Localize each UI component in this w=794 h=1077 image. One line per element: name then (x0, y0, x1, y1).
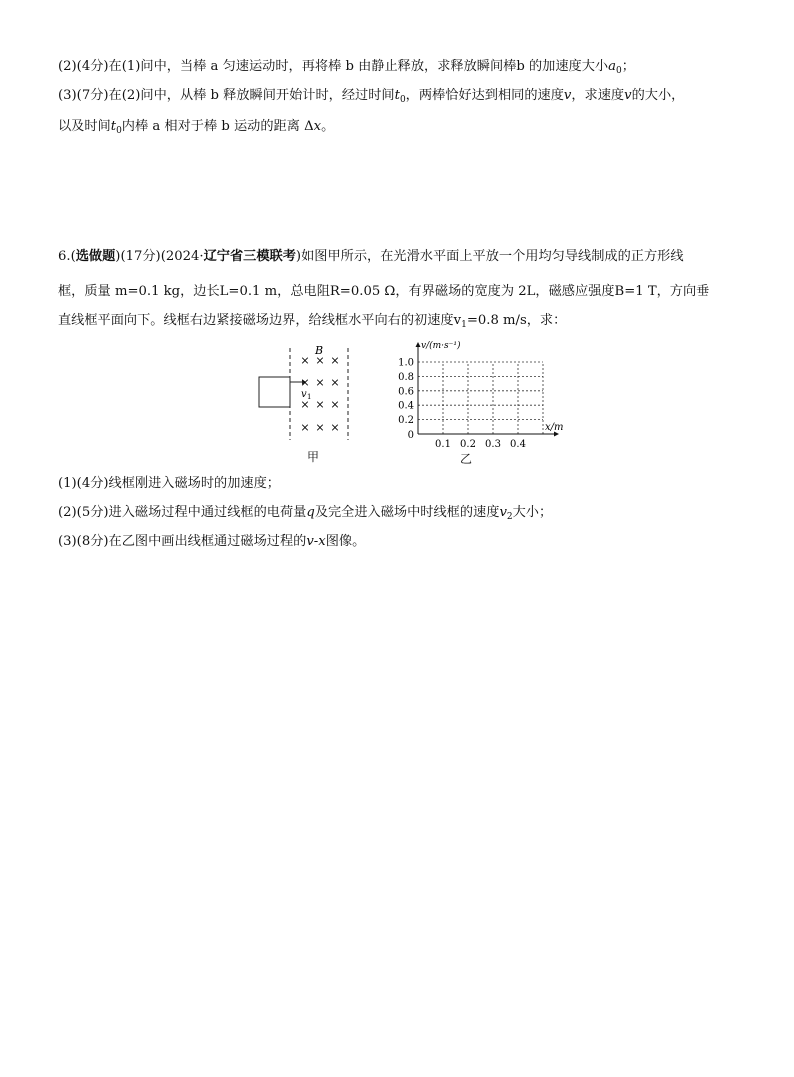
q3-v: v (563, 88, 572, 103)
q6-line3-a: 直线框平面向下。线框右边紧接磁场边界，给线框水平向右的初速度v (58, 313, 462, 328)
q6-sub2-vsub: 2 (506, 512, 513, 522)
x-tick-label: 0.3 (485, 439, 501, 450)
q6-sub3-vx: v-x (306, 534, 326, 549)
q3-text-b: ，两棒恰好达到相同的速度 (405, 88, 564, 103)
q2-text: (2)(4分)在(1)问中，当棒 a 匀速运动时，再将棒 b 由静止释放，求释放瞬间棒b 的加速度大小 (58, 59, 609, 74)
q6-sub2-c: 大小； (512, 505, 553, 520)
field-cross: × (330, 376, 340, 389)
q3-t: t (394, 88, 400, 103)
q3-text-d: 的大小， (631, 88, 685, 103)
velocity-label: v (301, 389, 307, 400)
figure-jia (250, 340, 360, 464)
q3-line2-c: 。 (321, 119, 335, 134)
field-cross: × (315, 376, 325, 389)
y-axis-label: v/(m·s⁻¹) (421, 341, 461, 351)
question-3-line-2 (58, 117, 334, 141)
q6-tag: 选做题 (75, 249, 116, 264)
q3-line2-t-sub: 0 (116, 126, 122, 136)
question-6-line-2: 框，质量 m=0.1 kg，边长L=0.1 m，总电阻R=0.05 Ω，有界磁场的宽度为 2L，磁感应强度B=1 T，方向垂 (58, 284, 710, 299)
q6-sub1: (1)(4分)线框刚进入磁场时的加速度； (58, 476, 280, 491)
field-cross: × (300, 376, 310, 389)
q3-t-sub: 0 (399, 95, 406, 105)
figure-yi-chart (390, 340, 564, 450)
x-tick-label: 0.2 (460, 439, 476, 450)
q6-line3-b: =0.8 m/s，求： (466, 313, 567, 328)
q6-intro: )如图甲所示，在光滑水平面上平放一个用均匀导线制成的正方形线 (295, 249, 684, 264)
question-2-line (58, 57, 635, 81)
q6-line3-sub: 1 (461, 320, 467, 330)
q6-number: 6.( (58, 249, 76, 264)
figure-yi-label: 乙 (460, 452, 473, 466)
q2-suffix: ； (621, 59, 635, 74)
field-cross: × (315, 421, 325, 434)
question-3-line-1 (58, 86, 684, 110)
q6-sub2-q: q (306, 505, 315, 520)
square-frame (259, 377, 290, 407)
chart-grid (418, 362, 543, 434)
y-tick-label: 0.2 (398, 415, 414, 427)
figure-yi (390, 340, 564, 466)
q6-score: )(17分)(2024· (115, 249, 204, 264)
q2-var-sub: 0 (616, 66, 622, 76)
q6-sub3-b: 图像。 (325, 534, 366, 549)
q3-v2: v (624, 88, 632, 103)
q3-line2-a: 以及时间 (58, 119, 111, 134)
question-6-line-1 (58, 247, 684, 267)
y-tick-label: 0.6 (398, 386, 414, 398)
question-6-line-3 (58, 311, 566, 335)
q6-sub2-a: (2)(5分)进入磁场过程中通过线框的电荷量 (58, 505, 307, 520)
y-tick-label: 1.0 (398, 357, 414, 369)
q3-line2-b: 内棒 a 相对于棒 b 运动的距离 Δ (121, 119, 314, 134)
field-cross: × (330, 421, 340, 434)
q6-sub2-v: v (499, 505, 507, 520)
field-cross: × (315, 354, 325, 367)
field-cross: × (300, 421, 310, 434)
field-cross: × (300, 398, 310, 411)
figure-jia-label: 甲 (307, 450, 320, 464)
y-axis-arrow (416, 342, 421, 347)
q6-sub2 (58, 503, 552, 527)
q6-sub3-a: (3)(8分)在乙图中画出线框通过磁场过程的 (58, 534, 307, 549)
field-label: B (315, 344, 324, 357)
q2-var: a (608, 59, 616, 74)
origin-label: 0 (407, 430, 414, 441)
chart-axes (416, 342, 560, 437)
q3-text-a: (3)(7分)在(2)问中，从棒 b 释放瞬间开始计时，经过时间 (58, 88, 395, 103)
x-tick-label: 0.1 (435, 439, 451, 450)
figure-jia-drawing (250, 340, 360, 440)
x-tick-label: 0.4 (510, 439, 526, 450)
q3-line2-t: t (110, 119, 117, 134)
field-cross: × (300, 354, 310, 367)
field-cross: × (330, 354, 340, 367)
q3-text-c: ，求速度 (571, 88, 625, 103)
q6-sub2-b: 及完全进入磁场中时线框的速度 (314, 505, 500, 520)
velocity-sub: 1 (307, 393, 312, 401)
field-cross: × (330, 398, 340, 411)
y-tick-label: 0.8 (398, 371, 414, 383)
field-cross: × (315, 398, 325, 411)
y-tick-label: 0.4 (398, 400, 414, 412)
x-axis-label: x/m (545, 422, 564, 433)
q6-source: 辽宁省三模联考 (203, 249, 296, 264)
q6-sub3 (58, 532, 365, 552)
q3-line2-x: x (313, 119, 322, 134)
